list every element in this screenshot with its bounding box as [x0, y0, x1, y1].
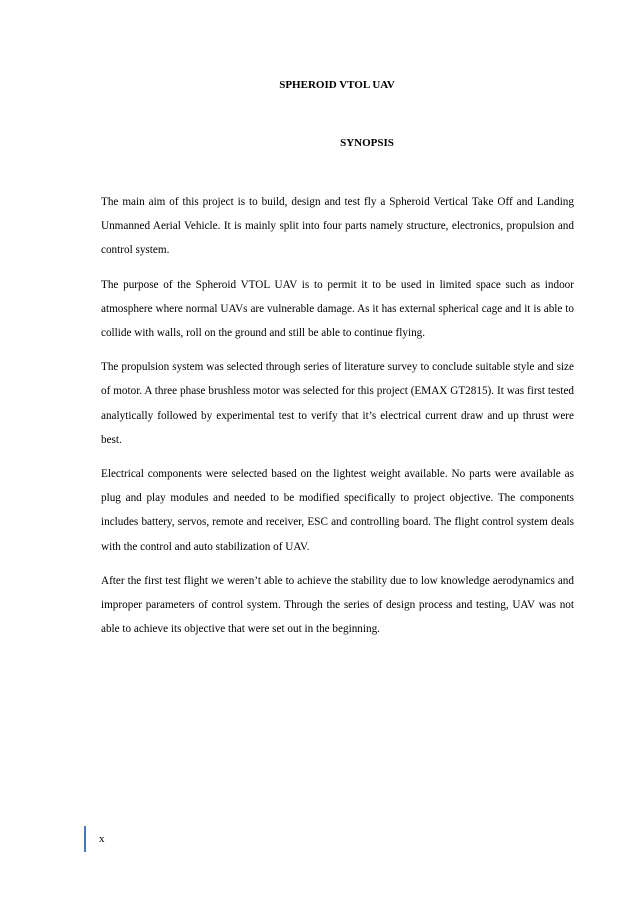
document-title: SPHEROID VTOL UAV — [279, 79, 395, 91]
paragraph-purpose: The purpose of the Spheroid VTOL UAV is to permit it to be used in limited space such as indoor atmosphere where normal UAVs are vulnerable damage. As it has external spherical cage and it is able to collide with walls, roll on the ground and still be able to continue flying. — [101, 278, 574, 340]
paragraph-propulsion: The propulsion system was selected through series of literature survey to conclude suitable style and size of motor. A three phase brushless motor was selected for this project (EMAX GT2815). It was first tested analytically followed by experimental test to verify that it’s electrical current draw and up thrust were best. — [101, 361, 574, 446]
section-heading: SYNOPSIS — [340, 137, 394, 149]
paragraph-test-flight: After the first test flight we weren’t able to achieve the stability due to low knowledge aerodynamics and improper parameters of control system. Through the series of design process and testing, UAV was not able to achieve its objective that were set out in the beginning. — [101, 574, 574, 636]
page-number: x — [99, 833, 105, 845]
paragraph-electrical: Electrical components were selected based on the lightest weight available. No parts were available as plug and play modules and needed to be modified specifically to project objective. The components includes battery, servos, remote and receiver, ESC and controlling board. The flight control system deals with the control and auto stabilization of UAV. — [101, 468, 574, 553]
footer-accent-bar — [84, 826, 86, 852]
synopsis-body — [101, 190, 574, 651]
paragraph-aim: The main aim of this project is to build, design and test fly a Spheroid Vertical Take Off and Landing Unmanned Aerial Vehicle. It is mainly split into four parts namely structure, electronics, propulsion and control system. — [101, 196, 574, 257]
